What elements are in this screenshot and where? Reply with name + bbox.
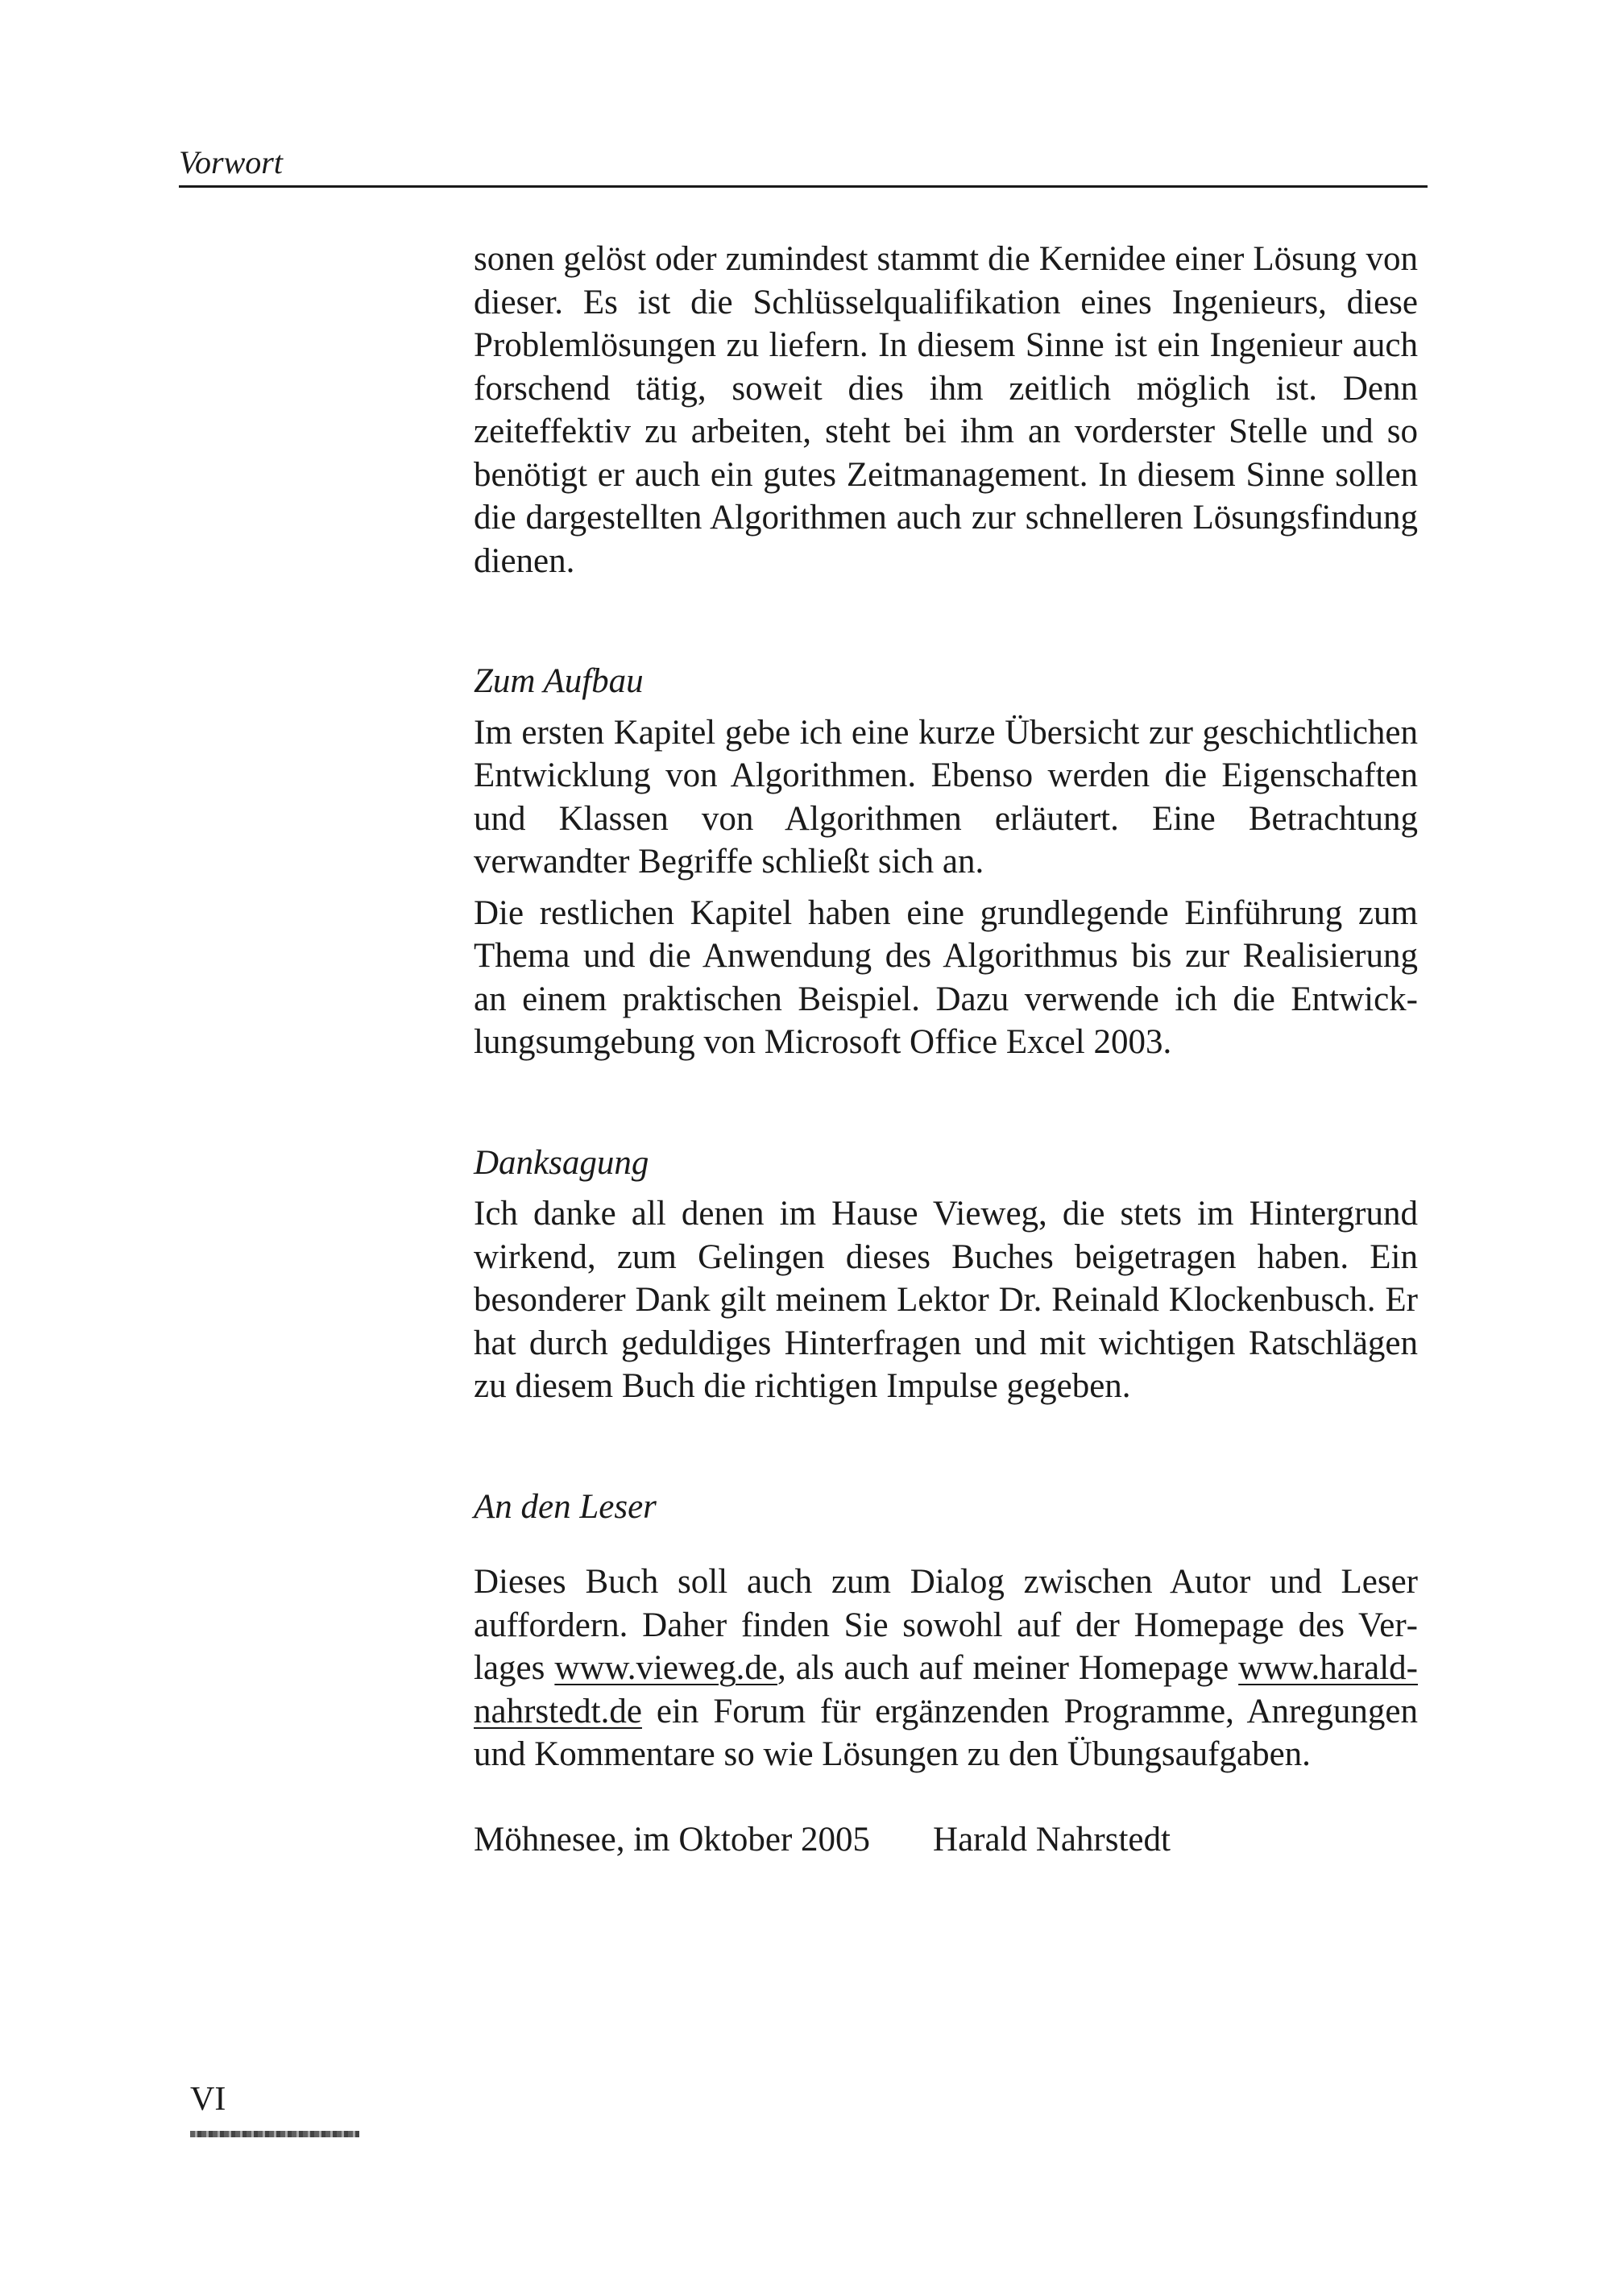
spacer — [474, 582, 1418, 660]
author-name: Harald Nahrstedt — [933, 1820, 1171, 1859]
place-date: Möhnesee, im Oktober 2005 — [474, 1820, 871, 1859]
spacer — [474, 1776, 1418, 1818]
body-text — [474, 238, 1418, 1861]
spacer — [474, 703, 1418, 711]
heading-danksagung: Danksagung — [474, 1143, 649, 1182]
spacer — [474, 884, 1418, 892]
spacer — [474, 1184, 1418, 1192]
link-vieweg[interactable]: www.vieweg.de — [554, 1649, 777, 1687]
spacer — [474, 1064, 1418, 1142]
leser-paragraph — [474, 1560, 1418, 1776]
spacer — [474, 1528, 1418, 1560]
leser-text-1: Dieses Buch soll auch zum Dialog zwischen Autor und Leser auffordern. Daher finden Sie sowohl auf der Homepage des Verlages — [474, 1563, 1418, 1687]
heading-an-den-leser: An den Leser — [474, 1487, 657, 1526]
signature-row — [474, 1818, 1418, 1862]
spacer — [474, 1408, 1418, 1486]
page-marker-bar — [190, 2131, 359, 2137]
header-rule — [179, 185, 1428, 188]
leser-text-3: ein Forum für ergänzenden Programme, Anregungen und Kommentare so wie Lösungen zu den Übungsaufgaben. — [474, 1692, 1418, 1773]
aufbau-paragraph-2: Die restlichen Kapitel haben eine grundlegende Einführung zum Thema und die Anwendung des Algorithmus bis zur Realisierung an einem praktischen Beispiel. Dazu verwende ich die Entwicklungsumgebung von Microsoft Office Excel 2003. — [474, 893, 1418, 1061]
link-harald-nahrstedt[interactable]: www.harald-nahrstedt.de — [474, 1649, 1418, 1730]
intro-paragraph: sonen gelöst oder zumindest stammt die Kernidee einer Lösung von dieser. Es ist die Schlüsselqualifikation eines Ingenieurs, diese Problemlösungen zu liefern. In diesem Sinne ist ein Ingenieur auch forschend tätig, soweit dies ihm zeitlich möglich ist. Denn zeiteffektiv zu arbeiten, steht bei ihm an vorderster Stelle und so benötigt er auch ein gutes Zeitmanagement. In diesem Sinne sollen die dargestellten Algorithmen auch zur schnelleren Lösungsfindung dienen. — [474, 240, 1418, 580]
aufbau-paragraph-1: Im ersten Kapitel gebe ich eine kurze Übersicht zur geschichtlichen Entwicklung von Algorithmen. Ebenso werden die Eigenschaften und Klassen von Algorithmen erläutert. Eine Betrachtung verwandter Begriffe schließt sich an. — [474, 713, 1418, 881]
page-number: VI — [190, 2081, 226, 2118]
running-head-title: Vorwort — [179, 144, 283, 180]
danksagung-paragraph: Ich danke all denen im Hause Vieweg, die stets im Hintergrund wirkend, zum Gelingen dieses Buches beigetragen haben. Ein besonderer Dank gilt meinem Lektor Dr. Reinald Klockenbusch. Er hat durch geduldiges Hinterfragen und mit wichtigen Ratschlägen zu diesem Buch die richtigen Impulse gegeben. — [474, 1195, 1418, 1405]
heading-zum-aufbau: Zum Aufbau — [474, 662, 644, 700]
leser-text-2: , als auch auf meiner Homepage — [777, 1649, 1239, 1687]
